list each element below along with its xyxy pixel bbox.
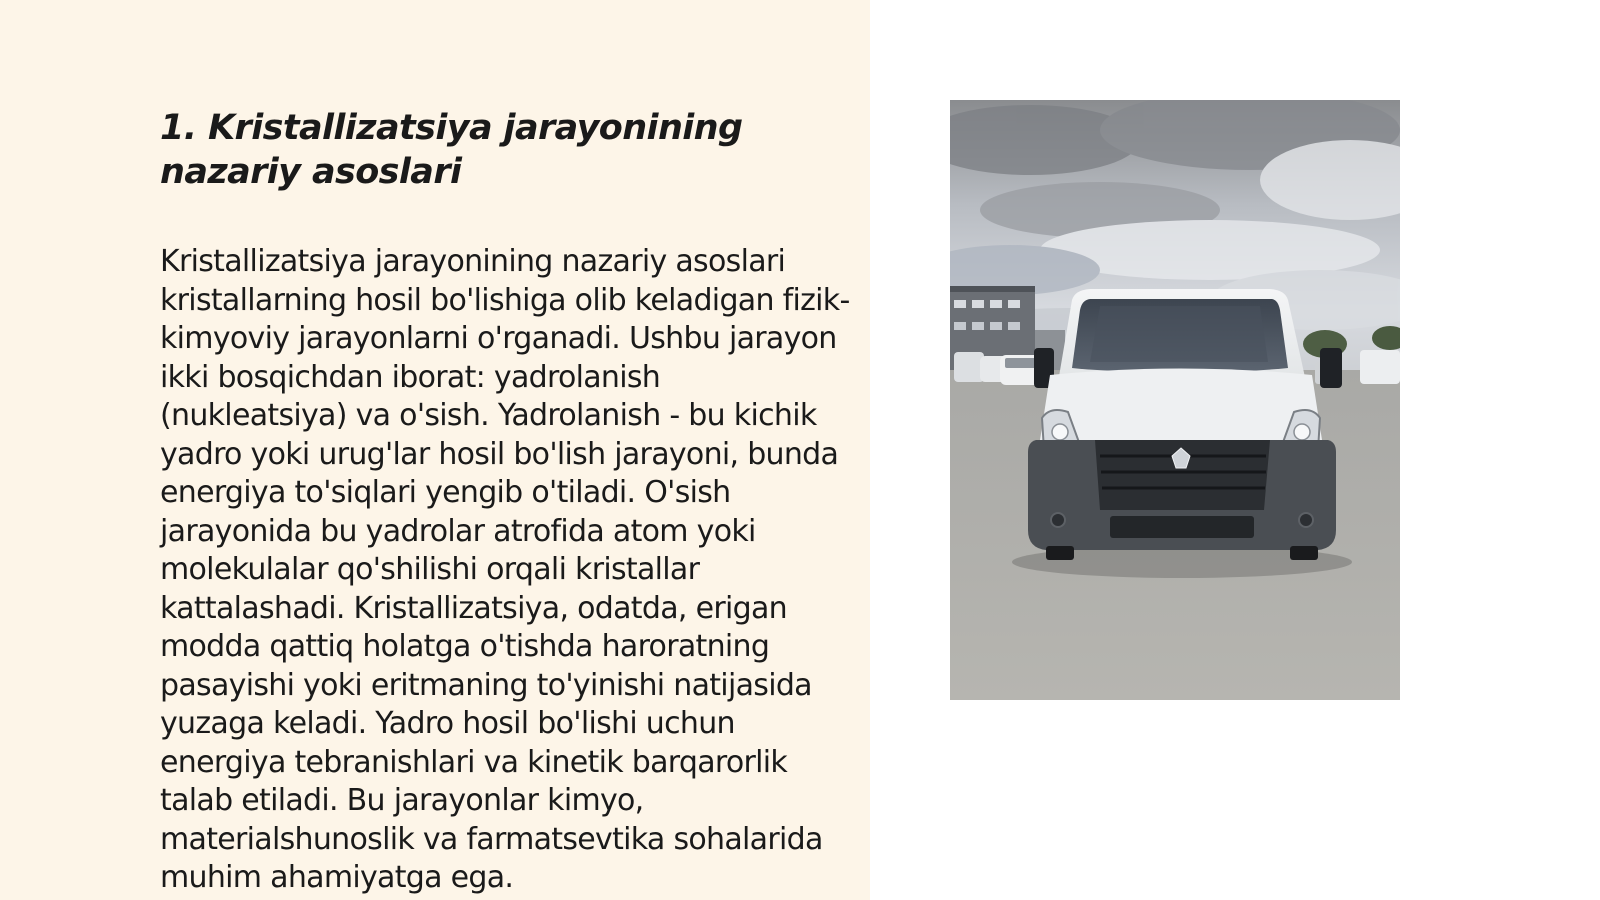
van-photo bbox=[950, 100, 1400, 700]
text-block bbox=[160, 106, 860, 898]
van-image bbox=[950, 100, 1400, 700]
slide-title: 1. Kristallizatsiya jarayonining nazariy asoslari bbox=[160, 108, 743, 192]
slide-body-text: Kristallizatsiya jarayonining nazariy asoslari kristallarning hosil bo'lishiga olib keladigan fizik-kimyoviy jarayonlarni o'rganadi. Ushbu jarayon ikki bosqichdan iborat: yadrolanish (nukleatsiya) va o'sish. Yadrolanish - bu kichik yadro yoki urug'lar hosil bo'lish jarayoni, bunda energiya to'siqlari yengib o'tiladi. O'sish jarayonida bu yadrolar atrofida atom yoki molekulalar qo'shilishi orqali kristallar kattalashadi. Kristallizatsiya, odatda, erigan modda qattiq holatga o'tishda haroratning pasayishi yoki eritmaning to'yinishi natijasida yuzaga keladi. Yadro hosil bo'lishi uchun energiya tebranishlari va kinetik barqarorlik talab etiladi. Bu jarayonlar kimyo, materialshunoslik va farmatsevtika sohalarida muhim ahamiyatga ega. bbox=[160, 244, 850, 895]
